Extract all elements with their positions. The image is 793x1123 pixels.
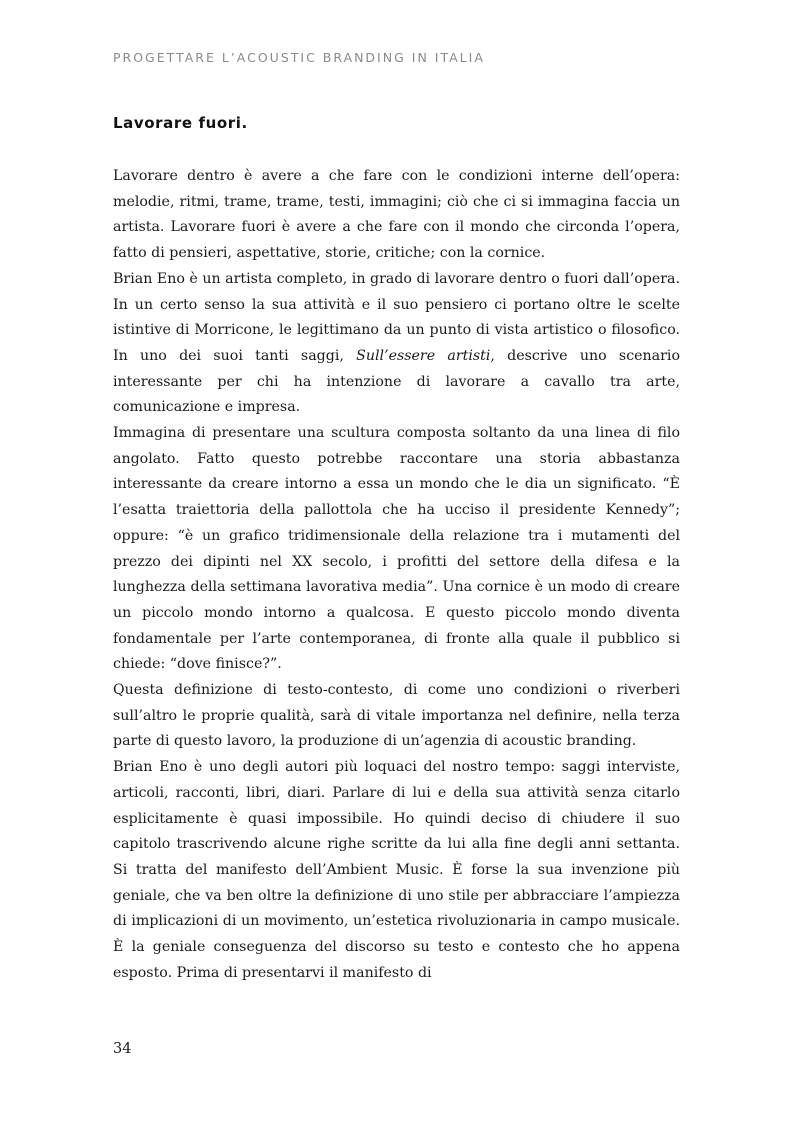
paragraph-2 bbox=[113, 267, 680, 421]
paragraph-1: Lavorare dentro è avere a che fare con le condizioni interne dell’opera: melodie, ritmi, trame, trame, testi, immagini; ciò che ci si immagina faccia un artista. Lavorare fuori è avere a che fare con il mondo che circonda l’opera, fatto di pensieri, aspettative, storie, critiche; con la cornice. bbox=[113, 168, 680, 262]
running-header: PROGETTARE L’ACOUSTIC BRANDING IN ITALIA bbox=[113, 50, 485, 65]
section-title: Lavorare fuori. bbox=[113, 114, 248, 132]
body-text bbox=[113, 164, 680, 987]
paragraph-2-text-start: Brian Eno è un artista completo, in grado di lavorare dentro o fuori dall’opera. In un certo senso la sua attività e il suo pensiero ci portano oltre le scelte istintive di Morricone, le legittimano da un punto di vista artistico o filosofico. In uno dei suoi tanti saggi, bbox=[113, 270, 680, 364]
page-number: 34 bbox=[113, 1041, 132, 1057]
paragraph-5: Brian Eno è uno degli autori più loquaci del nostro tempo: saggi interviste, articoli, racconti, libri, diari. Parlare di lui e della sua attività senza citarlo esplicitamente è quasi impossibile. Ho quindi deciso di chiudere il suo capitolo trascrivendo alcune righe scritte da lui alla fine degli anni settanta. Si tratta del manifesto dell’Ambient Music. È forse la sua invenzione più geniale, che va ben oltre la definizione di uno stile per abbracciare l’ampiezza di implicazioni di un movimento, un’estetica rivoluzionaria in campo musicale. È la geniale conseguenza del discorso su testo e contesto che ho appena esposto. Prima di presentarvi il manifesto di bbox=[113, 759, 680, 981]
book-title-italic: Sull’essere artisti bbox=[356, 347, 491, 364]
paragraph-3: Immagina di presentare una scultura composta soltanto da una linea di filo angolato. Fatto questo potrebbe raccontare una storia abbastanza interessante da creare intorno a essa un mondo che le dia un significato. “È l’esatta traiettoria della pallottola che ha ucciso il presidente Kennedy”; oppure: “è un grafico tridimensionale della relazione tra i mutamenti del prezzo dei dipinti nel XX secolo, i profitti del settore della difesa e la lunghezza della settimana lavorativa media”. Una cornice è un modo di creare un piccolo mondo intorno a qualcosa. E questo piccolo mondo diventa fondamentale per l’arte contemporanea, di fronte alla quale il pubblico si chiede: “dove finisce?”. bbox=[113, 425, 680, 673]
paragraph-2-text-end: , descrive uno scenario interessante per chi ha intenzione di lavorare a cavallo tra arte, comunicazione e impresa. bbox=[113, 347, 681, 416]
paragraph-4: Questa definizione di testo-contesto, di come uno condizioni o riverberi sull’altro le proprie qualità, sarà di vitale importanza nel definire, nella terza parte di questo lavoro, la produzione di un’agenzia di acoustic branding. bbox=[113, 682, 680, 750]
